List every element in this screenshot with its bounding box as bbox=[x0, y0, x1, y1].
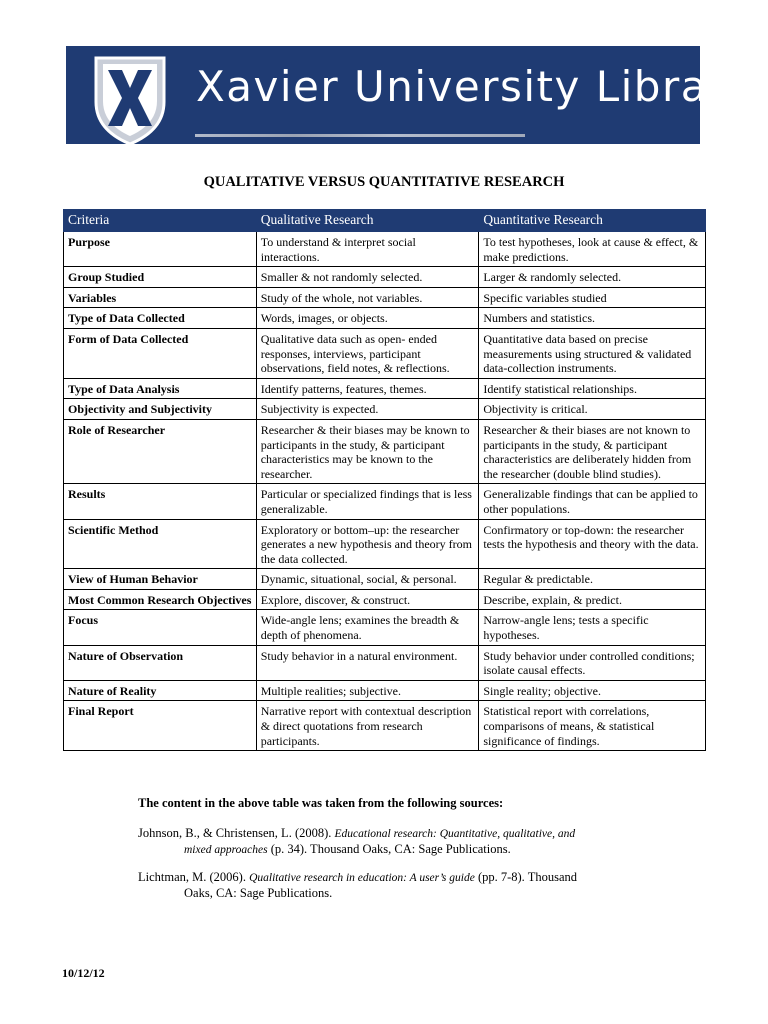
quantitative-cell: Objectivity is critical. bbox=[479, 399, 706, 420]
reference-title-cont: mixed approaches bbox=[184, 844, 268, 856]
reference-lichtman bbox=[138, 870, 618, 901]
quantitative-cell: Larger & randomly selected. bbox=[479, 267, 706, 288]
qualitative-cell: Identify patterns, features, themes. bbox=[256, 378, 479, 399]
criteria-cell: View of Human Behavior bbox=[64, 569, 257, 590]
criteria-cell: Most Common Research Objectives bbox=[64, 589, 257, 610]
reference-authors: Lichtman, M. (2006). bbox=[138, 870, 250, 884]
criteria-cell: Type of Data Analysis bbox=[64, 378, 257, 399]
qualitative-cell: Explore, discover, & construct. bbox=[256, 589, 479, 610]
quantitative-cell: Identify statistical relationships. bbox=[479, 378, 706, 399]
criteria-cell: Group Studied bbox=[64, 267, 257, 288]
quantitative-cell: Narrow-angle lens; tests a specific hypotheses. bbox=[479, 610, 706, 645]
reference-title: Qualitative research in education: A user’s guide bbox=[249, 872, 475, 884]
table-header-row bbox=[64, 210, 706, 232]
library-name: Xavier University Library bbox=[196, 62, 754, 111]
table-row bbox=[64, 399, 706, 420]
qualitative-cell: Wide-angle lens; examines the breadth & depth of phenomena. bbox=[256, 610, 479, 645]
qualitative-cell: Study behavior in a natural environment. bbox=[256, 645, 479, 680]
quantitative-cell: Generalizable findings that can be applied to other populations. bbox=[479, 484, 706, 519]
table-row bbox=[64, 328, 706, 378]
table-row bbox=[64, 589, 706, 610]
criteria-cell: Final Report bbox=[64, 701, 257, 751]
table-row bbox=[64, 701, 706, 751]
qualitative-cell: Exploratory or bottom–up: the researcher generates a new hypothesis and theory from the data collected. bbox=[256, 519, 479, 569]
qualitative-cell: Qualitative data such as open- ended responses, interviews, participant observations, field notes, & reflections. bbox=[256, 328, 479, 378]
table-row bbox=[64, 519, 706, 569]
criteria-cell: Role of Researcher bbox=[64, 419, 257, 483]
qualitative-cell: Researcher & their biases may be known to participants in the study, & participant characteristics may be known to the researcher. bbox=[256, 419, 479, 483]
reference-pages: (pp. 7-8). Thousand bbox=[474, 870, 577, 884]
qualitative-cell: Multiple realities; subjective. bbox=[256, 680, 479, 701]
quantitative-cell: Single reality; objective. bbox=[479, 680, 706, 701]
criteria-cell: Form of Data Collected bbox=[64, 328, 257, 378]
table-row bbox=[64, 569, 706, 590]
criteria-cell: Results bbox=[64, 484, 257, 519]
table-row bbox=[64, 645, 706, 680]
table-row bbox=[64, 680, 706, 701]
quantitative-cell: Researcher & their biases are not known to participants in the study, & participant characteristics are deliberately hidden from the researcher (double blind studies). bbox=[479, 419, 706, 483]
column-header-qualitative: Qualitative Research bbox=[256, 210, 479, 232]
quantitative-cell: Confirmatory or top-down: the researcher tests the hypothesis and theory with the data. bbox=[479, 519, 706, 569]
table-row bbox=[64, 484, 706, 519]
reference-title: Educational research: Quantitative, qualitative, and bbox=[334, 828, 576, 840]
footer-date: 10/12/12 bbox=[62, 966, 105, 980]
sources-heading: The content in the above table was taken from the following sources: bbox=[138, 796, 504, 810]
quantitative-cell: Regular & predictable. bbox=[479, 569, 706, 590]
table-row bbox=[64, 378, 706, 399]
qualitative-cell: Narrative report with contextual description & direct quotations from research participants. bbox=[256, 701, 479, 751]
qualitative-cell: Study of the whole, not variables. bbox=[256, 287, 479, 308]
quantitative-cell: To test hypotheses, look at cause & effect, & make predictions. bbox=[479, 232, 706, 267]
table-row bbox=[64, 267, 706, 288]
criteria-cell: Variables bbox=[64, 287, 257, 308]
quantitative-cell: Specific variables studied bbox=[479, 287, 706, 308]
qualitative-cell: Particular or specialized findings that is less generalizable. bbox=[256, 484, 479, 519]
criteria-cell: Focus bbox=[64, 610, 257, 645]
quantitative-cell: Study behavior under controlled conditions; isolate causal effects. bbox=[479, 645, 706, 680]
xavier-shield-logo bbox=[90, 52, 170, 148]
criteria-cell: Objectivity and Subjectivity bbox=[64, 399, 257, 420]
table-row bbox=[64, 419, 706, 483]
library-banner bbox=[66, 46, 754, 144]
quantitative-cell: Numbers and statistics. bbox=[479, 308, 706, 329]
comparison-table bbox=[63, 209, 706, 751]
reference-authors: Johnson, B., & Christensen, L. (2008). bbox=[138, 826, 335, 840]
quantitative-cell: Statistical report with correlations, comparisons of means, & statistical significance of findings. bbox=[479, 701, 706, 751]
criteria-cell: Type of Data Collected bbox=[64, 308, 257, 329]
qualitative-cell: Dynamic, situational, social, & personal. bbox=[256, 569, 479, 590]
table-row bbox=[64, 232, 706, 267]
quantitative-cell: Describe, explain, & predict. bbox=[479, 589, 706, 610]
table-row bbox=[64, 610, 706, 645]
column-header-criteria: Criteria bbox=[64, 210, 257, 232]
criteria-cell: Nature of Observation bbox=[64, 645, 257, 680]
qualitative-cell: To understand & interpret social interactions. bbox=[256, 232, 479, 267]
document-title: QUALITATIVE VERSUS QUANTITATIVE RESEARCH bbox=[203, 174, 565, 190]
qualitative-cell: Subjectivity is expected. bbox=[256, 399, 479, 420]
criteria-cell: Nature of Reality bbox=[64, 680, 257, 701]
column-header-quantitative: Quantitative Research bbox=[479, 210, 706, 232]
table-row bbox=[64, 287, 706, 308]
decorative-rule bbox=[195, 134, 525, 137]
qualitative-cell: Words, images, or objects. bbox=[256, 308, 479, 329]
reference-publisher: Oaks, CA: Sage Publications. bbox=[184, 886, 333, 900]
criteria-cell: Purpose bbox=[64, 232, 257, 267]
reference-johnson bbox=[138, 826, 618, 858]
criteria-cell: Scientific Method bbox=[64, 519, 257, 569]
qualitative-cell: Smaller & not randomly selected. bbox=[256, 267, 479, 288]
reference-publisher: (p. 34). Thousand Oaks, CA: Sage Publications. bbox=[267, 842, 511, 856]
table-row bbox=[64, 308, 706, 329]
quantitative-cell: Quantitative data based on precise measurements using structured & validated data-collection instruments. bbox=[479, 328, 706, 378]
